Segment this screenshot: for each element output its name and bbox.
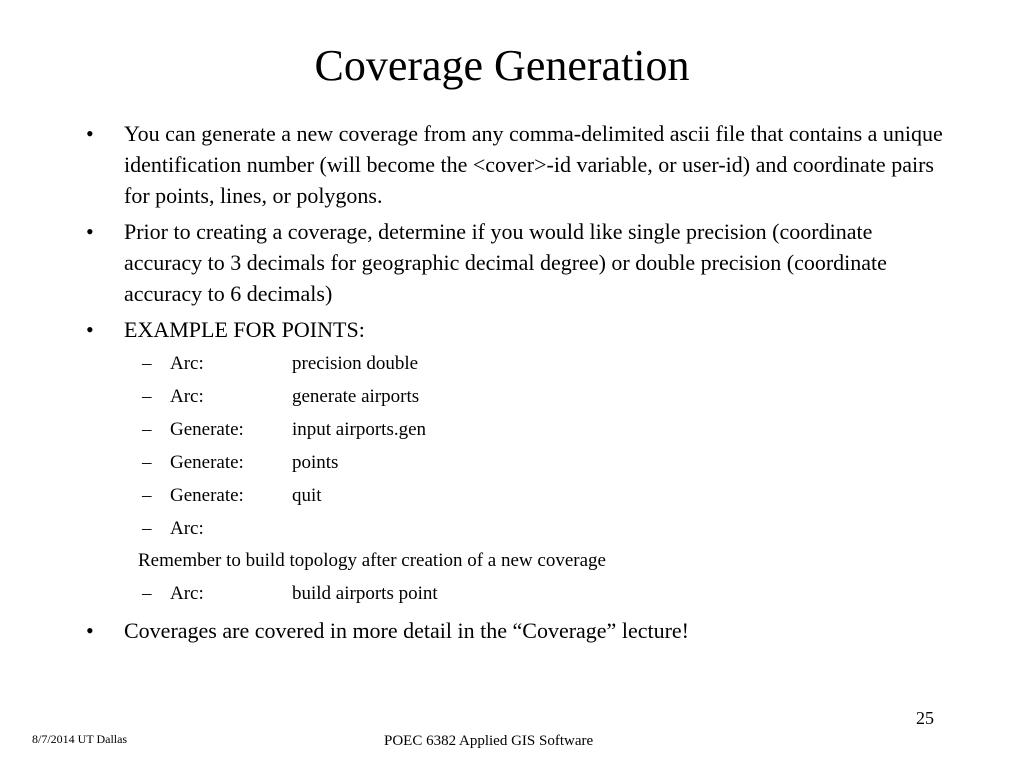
example-step	[142, 483, 322, 509]
step-prompt: Arc:	[170, 583, 204, 604]
bullet-item	[86, 216, 944, 309]
step-command: precision double	[292, 353, 419, 374]
example-step	[142, 384, 420, 410]
example-step	[142, 351, 419, 377]
bullet-marker: •	[86, 121, 94, 146]
bullet-text: Prior to creating a coverage, determine if you would like single precision (coordinate accuracy to 3 decimals for geographic decimal degree) or double precision (coordinate accuracy to 6 decimals)	[124, 219, 887, 306]
bullet-marker: •	[86, 219, 94, 244]
dash-marker: –	[142, 485, 152, 506]
bullet-text: Coverages are covered in more detail in the “Coverage” lecture!	[124, 618, 689, 643]
step-command: points	[292, 452, 339, 473]
bullet-item	[86, 314, 944, 345]
bullet-marker: •	[86, 317, 94, 342]
page-number: 25	[916, 708, 934, 728]
step-prompt: Generate:	[170, 485, 244, 506]
footer-date-org: 8/7/2014 UT Dallas	[32, 732, 128, 746]
dash-marker: –	[142, 353, 152, 374]
slide-title: Coverage Generation	[314, 41, 690, 90]
dash-marker: –	[142, 419, 152, 440]
dash-marker: –	[142, 386, 152, 407]
bullet-text: EXAMPLE FOR POINTS:	[124, 317, 365, 342]
step-command: input airports.gen	[292, 419, 427, 440]
step-command: build airports point	[292, 583, 438, 604]
bullet-text: You can generate a new coverage from any comma-delimited ascii file that contains a unique identification number (will become the <cover>-id variable, or user-id) and coordinate pairs for points, lines, or polygons.	[124, 121, 943, 208]
example-step	[142, 417, 427, 443]
footer-course: POEC 6382 Applied GIS Software	[384, 733, 594, 749]
bullet-item	[86, 615, 944, 646]
step-prompt: Arc:	[170, 353, 204, 374]
bullet-item	[86, 118, 944, 211]
step-prompt: Arc:	[170, 386, 204, 407]
dash-marker: –	[142, 518, 152, 539]
step-command: quit	[292, 485, 322, 506]
step-prompt: Generate:	[170, 452, 244, 473]
step-prompt: Arc:	[170, 518, 204, 539]
bullet-marker: •	[86, 618, 94, 643]
topology-note: Remember to build topology after creation of a new coverage	[138, 550, 606, 571]
dash-marker: –	[142, 452, 152, 473]
example-step	[142, 450, 339, 476]
step-command: generate airports	[292, 386, 420, 407]
build-step	[142, 581, 438, 607]
dash-marker: –	[142, 583, 152, 604]
example-step	[142, 516, 292, 542]
step-prompt: Generate:	[170, 419, 244, 440]
